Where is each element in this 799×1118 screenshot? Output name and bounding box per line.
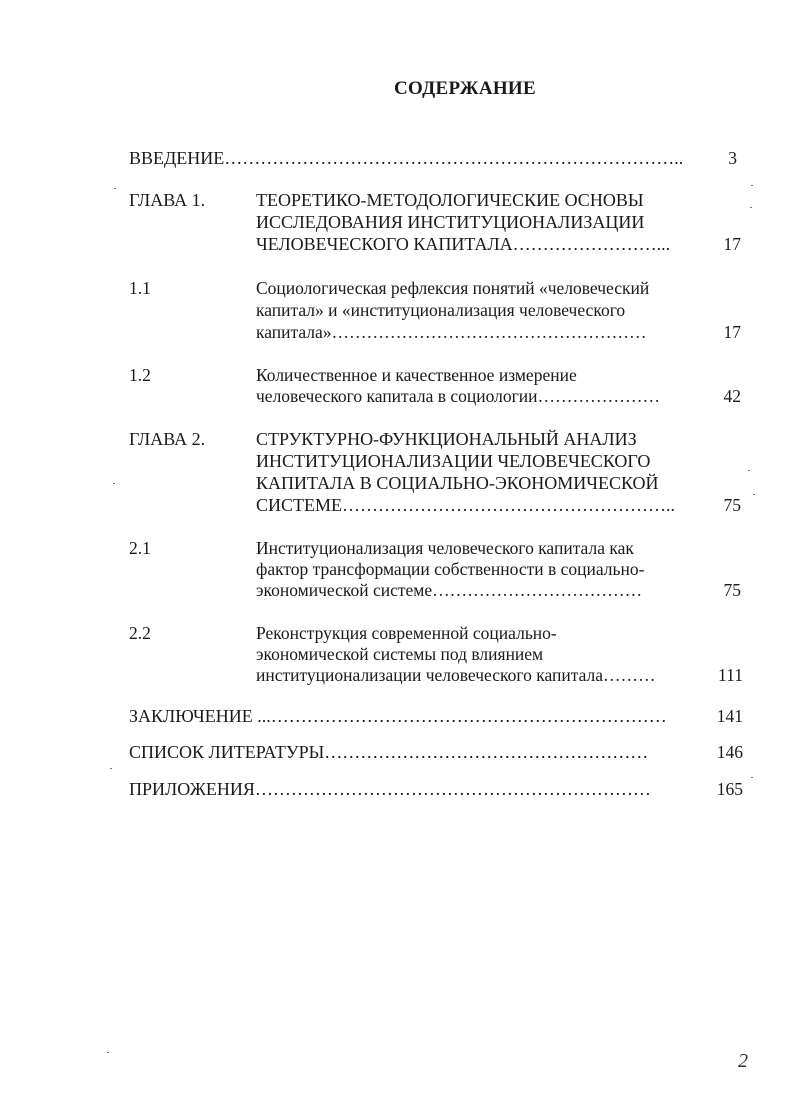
toc-page-number: 75 [723,580,741,600]
toc-page-number: 3 [728,148,737,168]
toc-section-label: 2.2 [129,623,151,643]
toc-section-label: 1.2 [129,365,151,385]
toc-entry-bibliography[interactable]: СПИСОК ЛИТЕРАТУРЫ……………………………………………… [129,742,649,762]
toc-entry-section-1-1-line[interactable]: капитал» и «институционализация человеческого [256,300,626,320]
toc-page-number: 17 [723,322,741,342]
scan-speck [751,185,753,186]
scan-speck [113,483,115,484]
toc-entry-chapter-2[interactable]: СТРУКТУРНО-ФУНКЦИОНАЛЬНЫЙ АНАЛИЗ [256,429,637,449]
toc-entry-section-1-2-line[interactable]: человеческого капитала в социологии………………… [256,386,661,406]
scan-speck [748,470,750,471]
toc-section-label: 1.1 [129,278,151,298]
toc-page-number: 75 [723,495,741,515]
toc-page-number: 141 [716,706,743,726]
toc-entry-section-2-2-line[interactable]: институционализации человеческого капитала……… [256,665,656,685]
toc-entry-introduction[interactable]: ВВЕДЕНИЕ………………………………………………………………….. [129,148,684,168]
toc-page-number: 146 [716,742,743,762]
toc-section-label: 2.1 [129,538,151,558]
toc-entry-section-1-2[interactable]: Количественное и качественное измерение [256,365,577,385]
toc-entry-section-2-2-line[interactable]: экономической системы под влиянием [256,644,544,664]
toc-title: СОДЕРЖАНИЕ [394,78,536,99]
page-number: 2 [738,1050,748,1072]
toc-page-number: 17 [723,234,741,254]
toc-entry-appendices[interactable]: ПРИЛОЖЕНИЯ………………………………………………………… [129,779,651,799]
scan-speck [114,188,116,189]
toc-entry-chapter-1-line[interactable]: ИССЛЕДОВАНИЯ ИНСТИТУЦИОНАЛИЗАЦИИ [256,212,645,232]
scan-speck [107,1052,109,1053]
scan-speck [753,494,755,495]
toc-entry-chapter-1-line[interactable]: ЧЕЛОВЕЧЕСКОГО КАПИТАЛА……………………... [256,234,671,254]
toc-entry-section-1-1[interactable]: Социологическая рефлексия понятий «человеческий [256,278,650,298]
toc-entry-chapter-2-line[interactable]: КАПИТАЛА В СОЦИАЛЬНО-ЭКОНОМИЧЕСКОЙ [256,473,659,493]
toc-entry-section-2-2[interactable]: Реконструкция современной социально- [256,623,557,643]
toc-page-number: 165 [716,779,743,799]
scan-speck [751,777,753,778]
toc-page-number: 111 [718,665,743,685]
toc-chapter-label: ГЛАВА 2. [129,429,206,449]
toc-entry-section-2-1[interactable]: Институционализация человеческого капитала как [256,538,634,558]
toc-entry-chapter-2-line[interactable]: СИСТЕМЕ……………………………………………….. [256,495,676,515]
toc-chapter-label: ГЛАВА 1. [129,190,206,210]
toc-page-number: 42 [723,386,741,406]
scan-speck [110,768,112,769]
toc-entry-chapter-1[interactable]: ТЕОРЕТИКО-МЕТОДОЛОГИЧЕСКИЕ ОСНОВЫ [256,190,644,210]
toc-entry-section-2-1-line[interactable]: экономической системе……………………………… [256,580,643,600]
toc-entry-conclusion[interactable]: ЗАКЛЮЧЕНИЕ ...………………………………………………………… [129,706,667,726]
toc-entry-chapter-2-line[interactable]: ИНСТИТУЦИОНАЛИЗАЦИИ ЧЕЛОВЕЧЕСКОГО [256,451,651,471]
toc-entry-section-2-1-line[interactable]: фактор трансформации собственности в социально- [256,559,645,579]
scan-speck [750,207,752,208]
toc-entry-section-1-1-line[interactable]: капитала»……………………………………………… [256,322,647,342]
